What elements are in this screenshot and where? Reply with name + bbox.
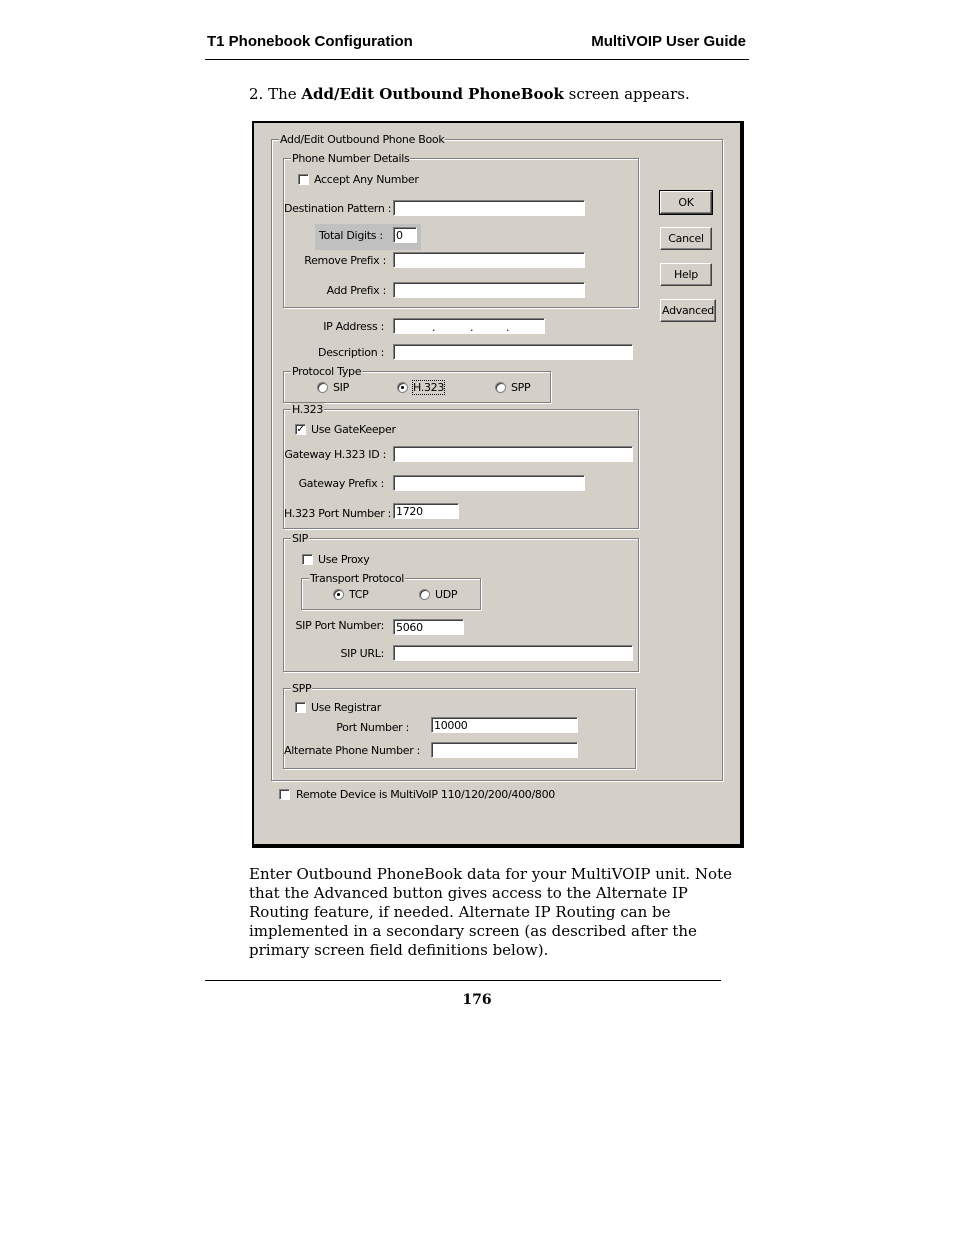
sip-url-input[interactable] (393, 645, 633, 661)
step-text (249, 85, 690, 103)
use-gatekeeper-label: Use GateKeeper (311, 423, 396, 436)
use-gatekeeper-checkbox[interactable]: ✓ (296, 424, 305, 435)
sip-port-label: SIP Port Number: (295, 619, 384, 632)
remove-prefix-input[interactable] (393, 252, 585, 268)
ok-button[interactable]: OK (660, 191, 712, 214)
transport-tcp-radio[interactable] (333, 589, 344, 600)
transport-protocol-legend: Transport Protocol (310, 572, 405, 585)
add-prefix-label: Add Prefix : (326, 284, 386, 297)
remove-prefix-label: Remove Prefix : (304, 254, 386, 267)
sip-url-label: SIP URL: (340, 647, 384, 660)
ip-address-input[interactable]: . . . (393, 318, 545, 334)
h323-port-input[interactable]: 1720 (393, 503, 459, 519)
protocol-h323-radio[interactable] (397, 382, 408, 393)
protocol-type-legend: Protocol Type (292, 365, 362, 378)
advanced-button[interactable]: Advanced (660, 299, 716, 322)
footer-rule (205, 980, 721, 981)
step-suffix: screen appears. (563, 85, 690, 103)
protocol-spp-radio[interactable] (495, 382, 506, 393)
h323-port-label: H.323 Port Number : (284, 507, 392, 520)
gateway-prefix-input[interactable] (393, 475, 585, 491)
accept-any-number-checkbox[interactable] (298, 174, 309, 185)
protocol-h323-label: H.323 (413, 381, 445, 394)
help-button[interactable]: Help (660, 263, 712, 286)
add-edit-outbound-phonebook-dialog (252, 121, 744, 848)
transport-udp-label: UDP (435, 588, 458, 601)
protocol-sip-label: SIP (333, 381, 349, 394)
description-paragraph: Enter Outbound PhoneBook data for your MultiVOIP unit. Note that the Advanced button gives access to the Alternate IP Routing feature, if needed. Alternate IP Routing can be implemented in a secondary screen (as described after the primary screen field definitions below). (249, 865, 732, 959)
use-proxy-checkbox[interactable] (302, 554, 313, 565)
step-prefix: 2. The (249, 85, 302, 103)
main-group-legend: Add/Edit Outbound Phone Book (280, 133, 445, 146)
gateway-h323-id-input[interactable] (393, 446, 633, 462)
alternate-phone-label: Alternate Phone Number : (284, 744, 421, 757)
gateway-prefix-label: Gateway Prefix : (298, 477, 384, 490)
header-right: MultiVOIP User Guide (591, 33, 746, 50)
use-registrar-label: Use Registrar (311, 701, 381, 714)
destination-pattern-input[interactable] (393, 200, 585, 216)
phone-details-legend: Phone Number Details (292, 152, 410, 165)
h323-legend: H.323 (292, 403, 324, 416)
page-number: 176 (462, 992, 492, 1008)
ip-address-label: IP Address : (323, 320, 384, 333)
description-label: Description : (318, 346, 384, 359)
transport-udp-radio[interactable] (419, 589, 430, 600)
spp-port-label: Port Number : (336, 721, 409, 734)
protocol-spp-label: SPP (511, 381, 531, 394)
spp-legend: SPP (292, 682, 312, 695)
add-prefix-input[interactable] (393, 282, 585, 298)
cancel-button[interactable]: Cancel (660, 227, 712, 250)
remote-device-checkbox[interactable] (279, 789, 290, 800)
total-digits-input[interactable]: 0 (393, 227, 417, 243)
header-rule (205, 59, 749, 60)
description-input[interactable] (393, 344, 633, 360)
sip-port-input[interactable]: 5060 (393, 619, 464, 635)
spp-port-input[interactable]: 10000 (431, 717, 578, 733)
header-left: T1 Phonebook Configuration (207, 33, 413, 50)
remote-device-label: Remote Device is MultiVoIP 110/120/200/400/800 (296, 788, 556, 801)
total-digits-label: Total Digits : (319, 229, 383, 242)
use-proxy-label: Use Proxy (318, 553, 370, 566)
gateway-h323-id-label: Gateway H.323 ID : (284, 448, 386, 461)
accept-any-number-label: Accept Any Number (314, 173, 419, 186)
sip-legend: SIP (292, 532, 308, 545)
destination-pattern-label: Destination Pattern : (284, 202, 392, 215)
alternate-phone-input[interactable] (431, 742, 578, 758)
protocol-sip-radio[interactable] (317, 382, 328, 393)
transport-tcp-label: TCP (349, 588, 369, 601)
use-registrar-checkbox[interactable] (295, 702, 306, 713)
step-bold: Add/Edit Outbound PhoneBook (301, 85, 564, 103)
